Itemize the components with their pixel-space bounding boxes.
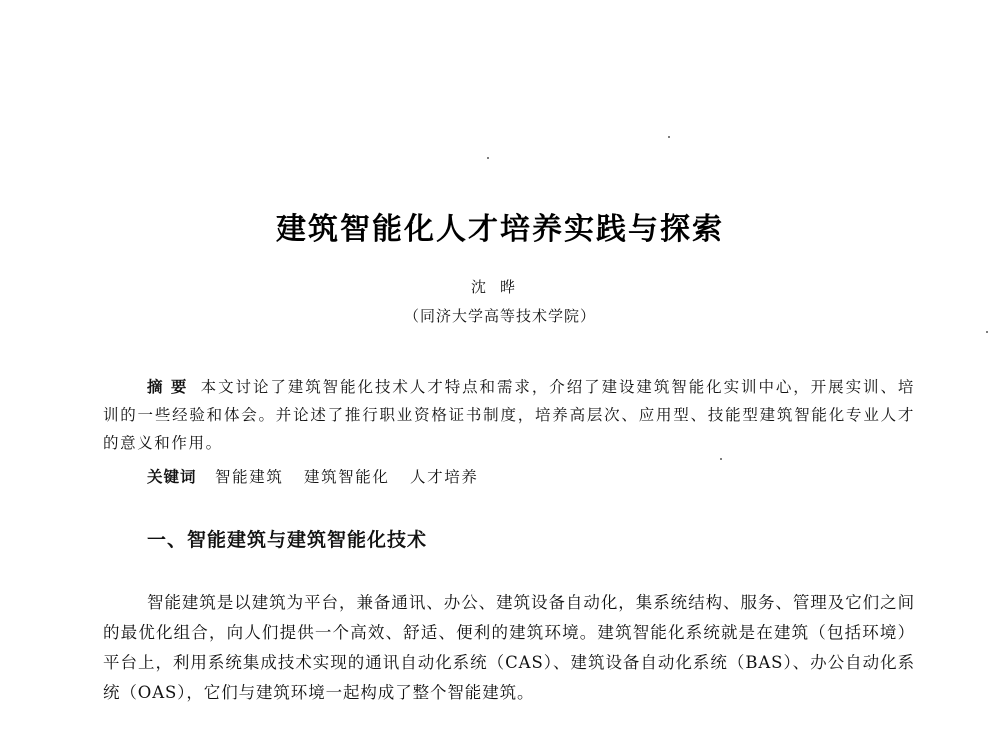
keyword-item: 人才培养: [410, 468, 479, 486]
abstract-block: [103, 373, 915, 457]
section-heading: 一、智能建筑与建筑智能化技术: [147, 529, 428, 551]
scan-speck: [487, 157, 489, 159]
abstract-text: 本文讨论了建筑智能化技术人才特点和需求，介绍了建设建筑智能化实训中心，开展实训、培训的一些经验和体会。并论述了推行职业资格证书制度，培养高层次、应用型、技能型建筑智能化专业人才的意义和作用。: [103, 378, 915, 452]
author-name: 沈晔: [470, 278, 529, 296]
keywords-block: [147, 463, 492, 491]
author-affiliation: （同济大学高等技术学院）: [403, 307, 596, 325]
abstract-label: 摘要: [147, 378, 195, 396]
scan-speck: [668, 136, 670, 138]
keyword-item: 智能建筑: [215, 468, 284, 486]
keyword-item: 建筑智能化: [303, 468, 390, 486]
body-paragraph: 智能建筑是以建筑为平台，兼备通讯、办公、建筑设备自动化，集系统结构、服务、管理及它们之间的最优化组合，向人们提供一个高效、舒适、便利的建筑环境。建筑智能化系统就是在建筑（包括环境）平台上，利用系统集成技术实现的通讯自动化系统（CAS）、建筑设备自动化系统（BAS）、办公自动化系统（OAS），它们与建筑环境一起构成了整个智能建筑。: [103, 593, 915, 702]
keywords-label: 关键词: [147, 468, 197, 486]
scan-speck: [720, 458, 722, 460]
scan-speck: [986, 331, 988, 333]
paper-title: 建筑智能化人才培养实践与探索: [276, 212, 724, 247]
